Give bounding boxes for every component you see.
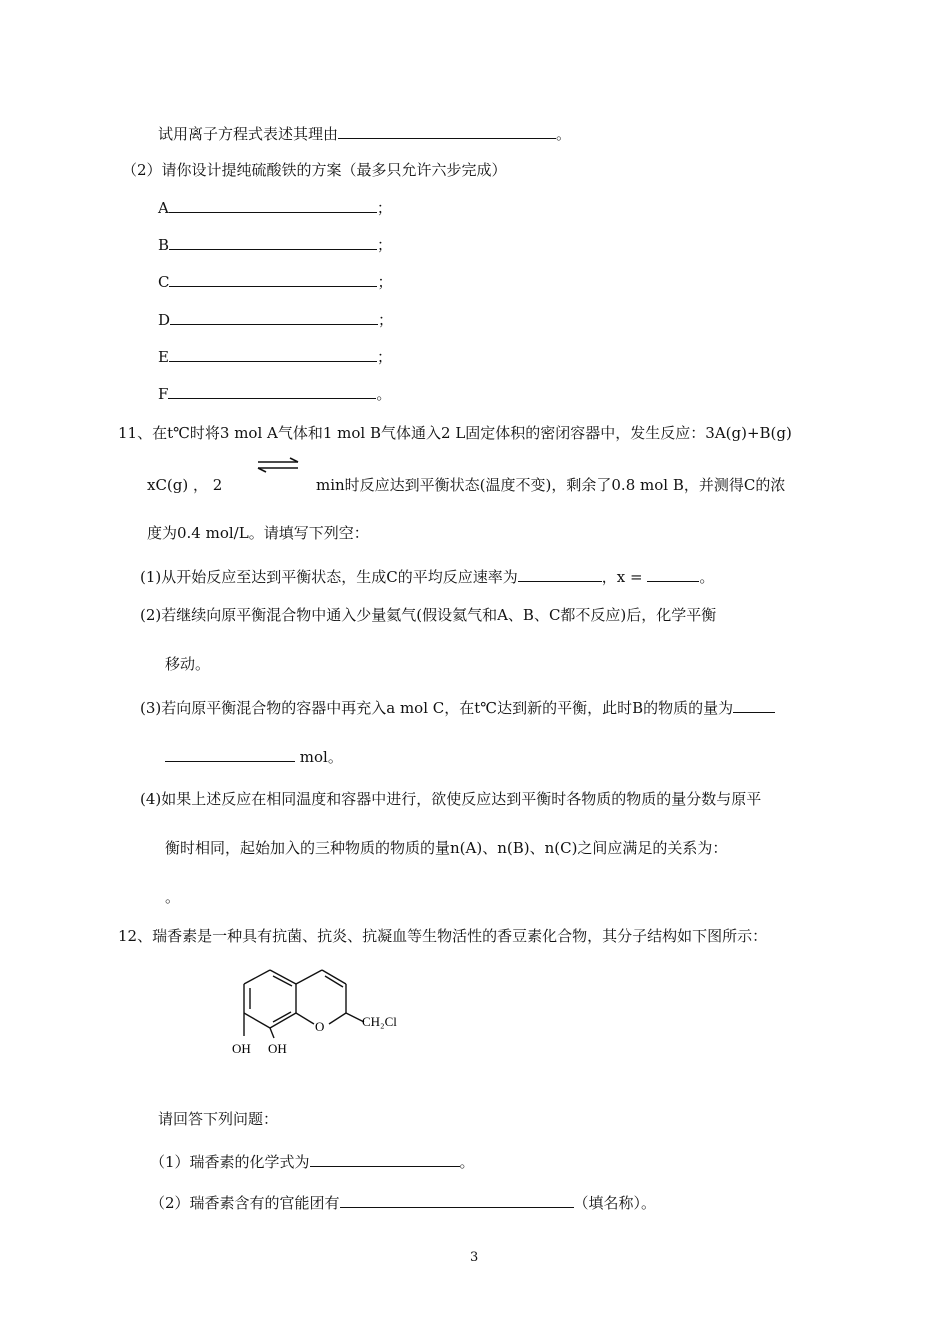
step-label: A (158, 199, 169, 217)
ch2cl-label: CH₂Cl (362, 1014, 397, 1029)
q10-part2-title: （2）请你设计提纯硫酸铁的方案（最多只允许六步完成） (122, 161, 507, 179)
step-answer-blank[interactable] (169, 346, 377, 362)
q12-part1: （1）瑞香素的化学式为 。 (150, 1153, 475, 1171)
oh-label-1: OH (232, 1041, 251, 1056)
q11-x-blank[interactable] (647, 566, 699, 582)
q11-part3-line1: (3)若向原平衡混合物的容器中再充入a mol C，在t℃达到新的平衡，此时B的物质的量为 (140, 697, 775, 718)
step-end-punct: ； (378, 310, 394, 329)
q11-part4-line2: 衡时相同，起始加入的三种物质的物质的量n(A)、n(B)、n(C)之间应满足的关系为： (165, 839, 728, 857)
q11-part4-line3: 。 (165, 888, 181, 906)
q11-b-amount-blank-b[interactable] (165, 746, 295, 762)
q10-reason-blank[interactable] (338, 123, 556, 139)
q10-step-e (158, 346, 392, 367)
equilibrium-arrow-icon (256, 457, 300, 473)
q10-step-d (158, 309, 393, 330)
step-label: C (158, 273, 170, 292)
daphnetin-structure-diagram (226, 962, 416, 1062)
step-end-punct: 。 (376, 385, 392, 403)
step-answer-blank[interactable] (170, 309, 378, 325)
step-answer-blank[interactable] (169, 271, 377, 287)
ring-oxygen-label: O (315, 1019, 325, 1034)
step-label: D (158, 310, 171, 329)
step-end-punct: ； (376, 347, 392, 366)
oh-label-2: OH (268, 1041, 287, 1056)
q12-stem: 12、瑞香素是一种具有抗菌、抗炎、抗凝血等生物活性的香豆素化合物，其分子结构如下图所示： (118, 927, 768, 945)
q11-stem-line2b: min时反应达到平衡状态(温度不变)，剩余了0.8 mol B，并测得C的浓 (316, 476, 786, 494)
step-end-punct: ； (376, 199, 392, 217)
q11-part3-line2: mol。 (165, 746, 343, 767)
q12-part2: （2）瑞香素含有的官能团有 （填名称）。 (150, 1194, 657, 1212)
step-answer-blank[interactable] (169, 234, 377, 250)
q11-stem-line2a: xC(g) ， 2 (147, 476, 223, 494)
q11-part2-line2: 移动。 (165, 655, 211, 673)
step-answer-blank[interactable] (168, 383, 376, 399)
q12-formula-blank[interactable] (310, 1151, 460, 1167)
q11-rate-blank[interactable] (518, 566, 602, 582)
q11-stem-line1: 11、在t℃时将3 mol A气体和1 mol B气体通入2 L固定体积的密闭容器中，发生反应：3A(g)+B(g) (118, 424, 792, 442)
q11-part1: (1)从开始反应至达到平衡状态，生成C的平均反应速率为 ，x = 。 (140, 568, 715, 586)
q10-step-b (158, 234, 392, 255)
q11-b-amount-blank-a[interactable] (733, 697, 775, 713)
q10-step-a (158, 197, 392, 218)
q10-step-f (158, 383, 391, 404)
q12-functional-groups-blank[interactable] (340, 1192, 574, 1208)
q11-part2-line1: (2)若继续向原平衡混合物中通入少量氦气(假设氦气和A、B、C都不反应)后，化学平衡 (140, 606, 717, 624)
q11-stem-line3: 度为0.4 mol/L。请填写下列空： (147, 524, 369, 542)
step-label: B (158, 236, 170, 255)
q10-reason-line: 试用离子方程式表述其理由 。 (158, 125, 572, 143)
step-answer-blank[interactable] (169, 197, 377, 213)
step-end-punct: ； (377, 273, 393, 292)
q11-part4-line1: (4)如果上述反应在相同温度和容器中进行，欲使反应达到平衡时各物质的物质的量分数与原平 (140, 790, 762, 808)
q10-step-c (158, 271, 393, 292)
q12-prompt: 请回答下列问题： (158, 1110, 279, 1128)
page-number: 3 (470, 1250, 479, 1265)
step-end-punct: ； (377, 236, 393, 255)
step-label: E (158, 347, 169, 366)
step-label: F (158, 385, 169, 403)
